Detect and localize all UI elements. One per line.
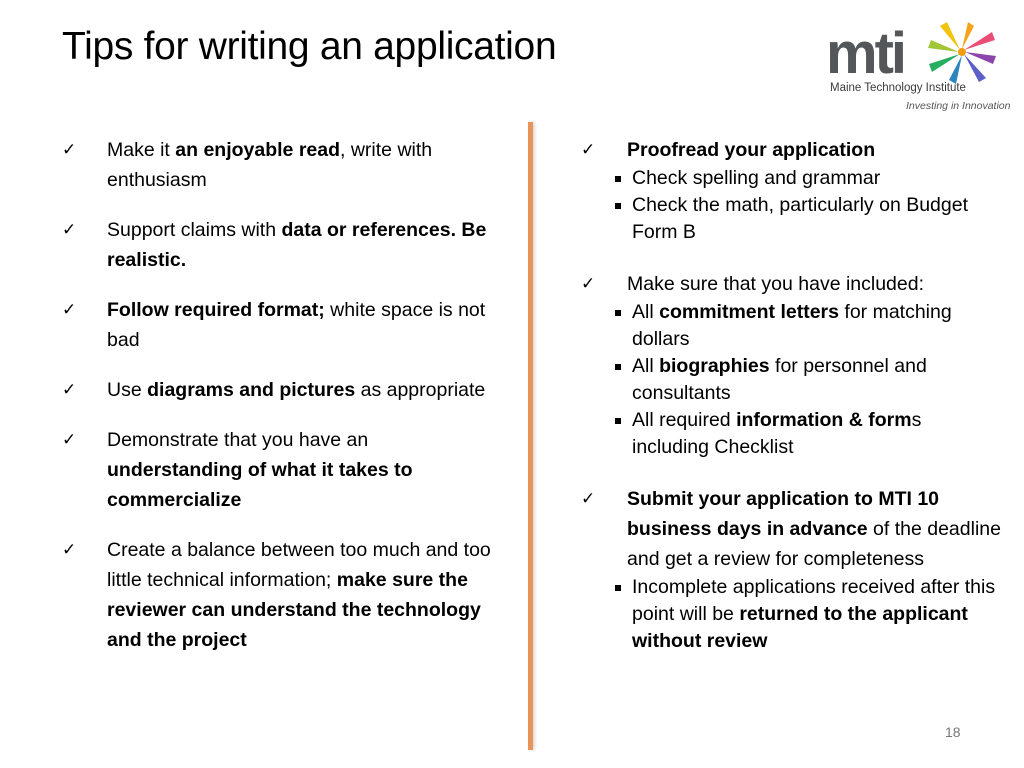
logo-organization-name: Maine Technology Institute [830, 82, 966, 94]
mti-logo [826, 18, 1011, 114]
checkmark-icon: ✓ [62, 220, 77, 240]
tip-item: ✓ Use diagrams and pictures as appropriate [62, 375, 492, 405]
sub-bullet: Check the math, particularly on Budget Form B [581, 192, 1001, 246]
sub-bullet: Check spelling and grammar [581, 165, 1001, 192]
logo-tagline: Investing in Innovation [906, 100, 1011, 112]
square-bullet-icon [615, 585, 621, 591]
square-bullet-icon [615, 203, 621, 209]
square-bullet-icon [615, 364, 621, 370]
tip-item: ✓ Demonstrate that you have an understanding of what it takes to commercialize [62, 425, 492, 515]
slide-title: Tips for writing an application [62, 25, 557, 68]
column-divider [528, 122, 533, 750]
tip-item: ✓ Follow required format; white space is not bad [62, 295, 492, 355]
logo-wordmark: mti [826, 21, 904, 86]
checkmark-icon: ✓ [581, 274, 596, 294]
square-bullet-icon [615, 310, 621, 316]
checkmark-icon: ✓ [581, 140, 596, 160]
checkmark-icon: ✓ [581, 489, 596, 509]
pinwheel-star-icon [924, 18, 1002, 88]
sub-bullet: Incomplete applications received after this point will be returned to the applicant without review [581, 574, 1001, 655]
page-number: 18 [945, 724, 961, 740]
tip-item: ✓ Make it an enjoyable read, write with enthusiasm [62, 135, 492, 195]
tip-item: ✓ Create a balance between too much and too little technical information; make sure the reviewer can understand the technology and the project [62, 535, 492, 655]
submit-item: ✓ Submit your application to MTI 10 business days in advance of the deadline and get a review for completeness [581, 484, 1001, 574]
included-heading: Make sure that you have included: [627, 273, 925, 295]
sub-bullet: All biographies for personnel and consultants [581, 353, 1001, 407]
checkmark-icon: ✓ [62, 300, 77, 320]
sub-bullet: All commitment letters for matching dollars [581, 299, 1001, 353]
proofread-item [581, 135, 1001, 165]
proofread-heading: Proofread your application [627, 139, 876, 161]
square-bullet-icon [615, 418, 621, 424]
square-bullet-icon [615, 176, 621, 182]
tip-item: ✓ Support claims with data or references. Be realistic. [62, 215, 492, 275]
sub-bullet: All required information & forms including Checklist [581, 407, 1001, 461]
left-tips-list [62, 135, 492, 675]
checkmark-icon: ✓ [62, 380, 77, 400]
checkmark-icon: ✓ [62, 430, 77, 450]
checkmark-icon: ✓ [62, 140, 77, 160]
right-tips-list [581, 135, 1001, 655]
checkmark-icon: ✓ [62, 540, 77, 560]
included-item [581, 269, 1001, 299]
